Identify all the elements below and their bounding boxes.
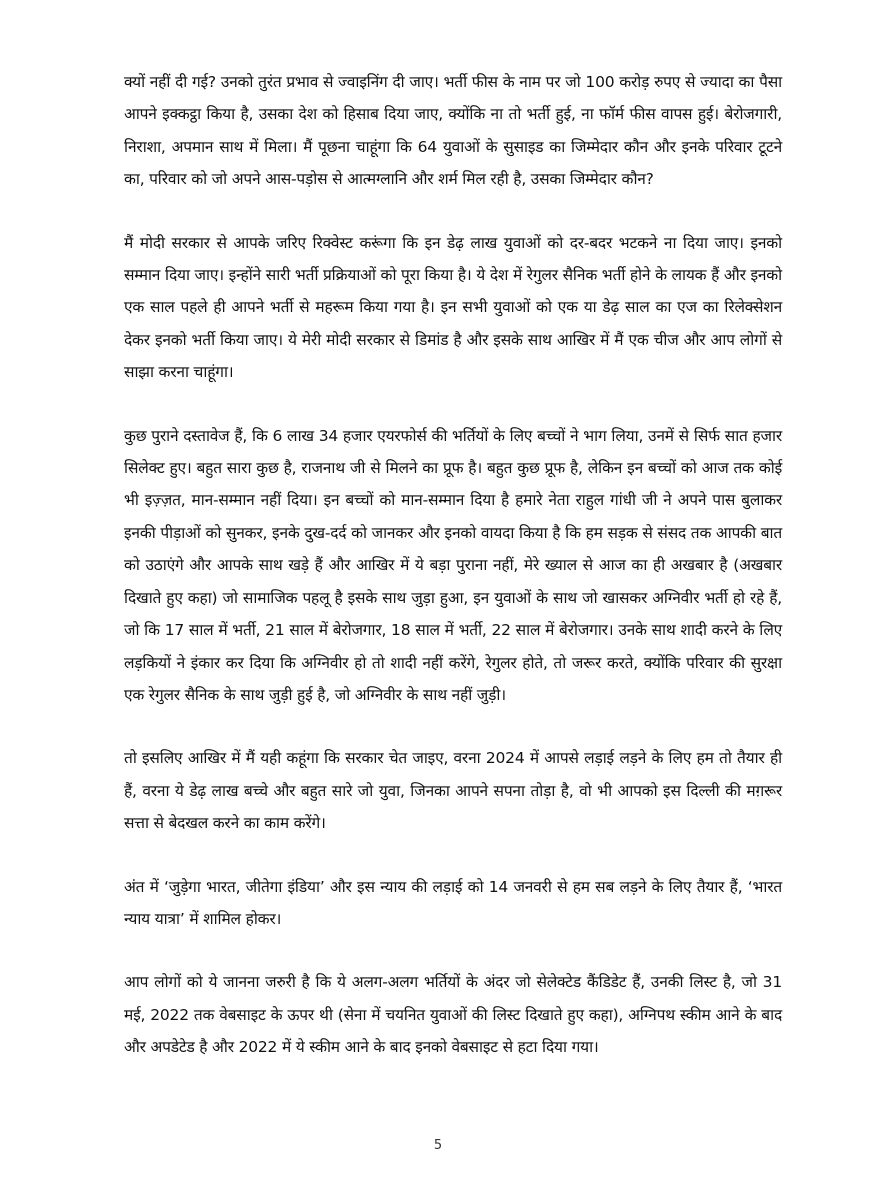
paragraph: आप लोगों को ये जानना जरुरी है कि ये अलग-अलग भर्तियों के अंदर जो सेलेक्टेड कैंडिडेट हैं, उनकी लिस्ट है, जो 31 मई, 2022 तक वेबसाइट के ऊपर थी (सेना में चयनित युवाओं की लिस्ट दिखाते हुए कहा), अग्निपथ स्कीम आने के बाद और अपडेटेड है और 2022 में ये स्कीम आने के बाद इनको वेबसाइट से हटा दिया गया।: [124, 973, 782, 1057]
paragraph: कुछ पुराने दस्तावेज हैं, कि 6 लाख 34 हजार एयरफोर्स की भर्तियों के लिए बच्चों ने भाग लिया, उनमें से सिर्फ सात हजार सिलेक्ट हुए। बहुत सारा कुछ है, राजनाथ जी से मिलने का प्रूफ है। बहुत कुछ प्रूफ है, लेकिन इन बच्चों को आज तक कोई भी इज़्ज़त, मान-सम्मान नहीं दिया। इन बच्चों को मान-सम्मान दिया है हमारे नेता राहुल गांधी जी ने अपने पास बुलाकर इनकी पीड़ाओं को सुनकर, इनके दुख-दर्द को जानकर और इनको वायदा किया है कि हम सड़क से संसद तक आपकी बात को उठाएंगे और आपके साथ खड़े हैं और आखिर में ये बड़ा पुराना नहीं, मेरे ख्याल से आज का ही अखबार है (अखबार दिखाते हुए कहा) जो सामाजिक पहलू है इसके साथ जुड़ा हुआ, इन युवाओं के साथ जो खासकर अग्निवीर भर्ती हो रहे हैं, जो कि 17 साल में भर्ती, 21 साल में बेरोजगार, 18 साल में भर्ती, 22 साल में बेरोजगार। उनके साथ शादी करने के लिए लड़कियों ने इंकार कर दिया कि अग्निवीर हो तो शादी नहीं करेंगे, रेगुलर होते, तो जरूर करते, क्योंकि परिवार की सुरक्षा एक रेगुलर सैनिक के साथ जुड़ी हुई है, जो अग्निवीर के साथ नहीं जुड़ी।: [124, 426, 782, 704]
document-body: [124, 66, 782, 1094]
paragraph: क्यों नहीं दी गई? उनको तुरंत प्रभाव से ज्वाइनिंग दी जाए। भर्ती फीस के नाम पर जो 100 करोड़ रुपए से ज्यादा का पैसा आपने इक्कट्ठा किया है, उसका देश को हिसाब दिया जाए, क्योंकि ना तो भर्ती हुई, ना फॉर्म फीस वापस हुई। बेरोजगारी, निराशा, अपमान साथ में मिला। मैं पूछना चाहूंगा कि 64 युवाओं के सुसाइड का जिम्मेदार कौन और इनके परिवार टूटने का, परिवार को जो अपने आस-पड़ोस से आत्मग्लानि और शर्म मिल रही है, उसका जिम्मेदार कौन?: [124, 73, 782, 189]
paragraph: मैं मोदी सरकार से आपके जरिए रिक्वेस्ट करूंगा कि इन डेढ़ लाख युवाओं को दर-बदर भटकने ना दिया जाए। इनको सम्मान दिया जाए। इन्होंने सारी भर्ती प्रक्रियाओं को पूरा किया है। ये देश में रेगुलर सैनिक भर्ती होने के लायक हैं और इनको एक साल पहले ही आपने भर्ती से महरूम किया गया है। इन सभी युवाओं को एक या डेढ़ साल का एज का रिलेक्सेशन देकर इनको भर्ती किया जाए। ये मेरी मोदी सरकार से डिमांड है और इसके साथ आखिर में मैं एक चीज और आप लोगों से साझा करना चाहूंगा।: [124, 233, 782, 382]
page-number: 5: [433, 1138, 443, 1153]
paragraph: अंत में ‘जुड़ेगा भारत, जीतेगा इंडिया’ और इस न्याय की लड़ाई को 14 जनवरी से हम सब लड़ने के लिए तैयार हैं, ‘भारत न्याय यात्रा’ में शामिल होकर।: [124, 877, 782, 928]
paragraph: तो इसलिए आखिर में मैं यही कहूंगा कि सरकार चेत जाइए, वरना 2024 में आपसे लड़ाई लड़ने के लिए हम तो तैयार ही हैं, वरना ये डेढ़ लाख बच्चे और बहुत सारे जो युवा, जिनका आपने सपना तोड़ा है, वो भी आपको इस दिल्ली की मग़रूर सत्ता से बेदखल करने का काम करेंगे।: [124, 749, 782, 833]
